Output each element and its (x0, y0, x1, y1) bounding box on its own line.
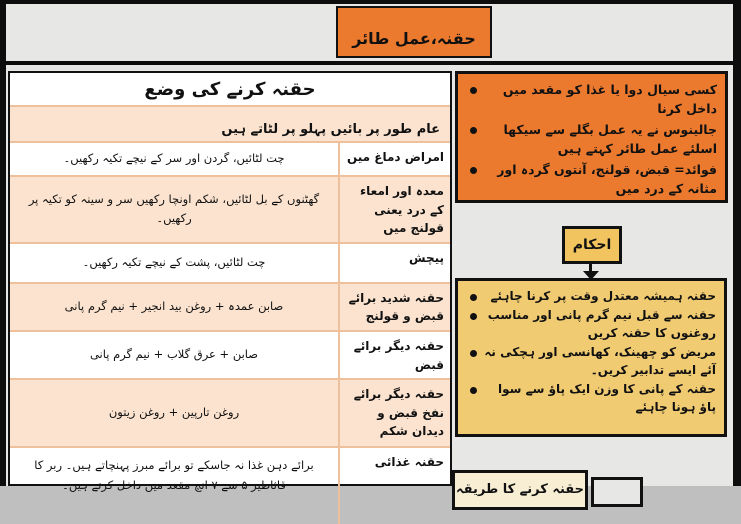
bullet-item (464, 380, 716, 416)
row-value: چت لٹائیں، پشت کے نیچے تکیہ رکھیں۔ (82, 255, 266, 269)
bullet-item (464, 120, 717, 159)
bullet-dot-icon (470, 294, 477, 301)
bullet-item (464, 343, 716, 379)
bullet-text: حقنہ کے پانی کا وزن ایک پاؤ سے سوا پاؤ ہونا چاہئے (497, 382, 716, 414)
row-label: پیچش (338, 244, 450, 282)
bullet-item (464, 80, 717, 119)
bottom-partial-box (452, 470, 588, 510)
bullet-text: حقنہ ہمیشہ معتدل وقت پر کرنا چاہئے (490, 289, 716, 303)
orders-bullet-box (455, 278, 727, 437)
orders-label-box (562, 226, 622, 264)
bullet-text: فوائد= قبض، قولنج، آنتوں گردہ اور مثانہ کے درد میں (497, 161, 717, 196)
slide-title: حقنہ،عمل طائر (352, 29, 476, 48)
row-label: حقنہ شدید برائے قبض و قولنج (338, 284, 450, 330)
table-row (10, 378, 450, 446)
table-row (10, 330, 450, 378)
bullet-item (464, 287, 716, 305)
row-value: صابن عمدہ + روغن بید انجیر + نیم گرم پانی (64, 299, 284, 314)
row-value: چت لٹائیں، گردن اور سر کے نیچے تکیہ رکھیں۔ (63, 151, 285, 166)
table-rows (10, 143, 450, 524)
bullet-dot-icon (470, 127, 477, 134)
bullet-text: مریض کو چھینک، کھانسی اور ہچکی نہ آئے ایسے تدابیر کریں۔ (484, 345, 716, 377)
table-row (10, 175, 450, 242)
row-value: گھٹنوں کے بل لٹائیں، شکم اونچا رکھیں سر و سینہ کو تکیہ پر رکھیں۔ (28, 191, 320, 226)
row-value: برائے دہن غذا نہ جاسکے تو برائے مبرز پہنچاتے ہیں۔ ربر کا قاثاطیر ۵ سے ۷ انچ مقعد میں داخل کرتے ہیں۔ (34, 458, 314, 492)
frame-left-border (0, 0, 6, 486)
frame-right-border (733, 0, 741, 486)
bottom-partial-box-2 (591, 477, 643, 507)
table-row (10, 242, 450, 282)
horizontal-divider-line (0, 61, 741, 65)
row-label: حقنہ دیگر برائے نفخ قبض و دیدان شکم (338, 380, 450, 446)
bullet-dot-icon (470, 87, 477, 94)
row-value: روغن تارپین + روغن زیتون (108, 405, 240, 420)
row-label: حقنہ دیگر برائے قبض (338, 332, 450, 378)
frame-top-border (0, 0, 741, 4)
bullet-text: حقنہ سے قبل نیم گرم پانی اور مناسب روغنوں کا حقنہ کریں (487, 308, 716, 340)
table-subheader: عام طور پر بائیں پہلو پر لٹاتے ہیں (10, 105, 450, 143)
table-row (10, 143, 450, 175)
row-label: امراض دماغ میں (338, 143, 450, 175)
bullet-dot-icon (470, 387, 477, 394)
bullet-dot-icon (470, 350, 477, 357)
table-row (10, 446, 450, 524)
bottom-partial-label: حقنہ کرنے کا طریقہ (456, 482, 585, 497)
bullet-text: جالینوس نے یہ عمل بگلے سے سیکھا اسلئے عمل طائر کہتے ہیں (503, 121, 717, 157)
bullet-item (464, 160, 717, 199)
slide-title-box (336, 6, 492, 58)
row-label: معدہ اور امعاء کے درد یعنی قولنج میں (338, 177, 450, 242)
bullet-dot-icon (470, 313, 477, 320)
orders-label: احکام (572, 237, 612, 253)
table-row (10, 282, 450, 330)
bullet-dot-icon (470, 167, 477, 174)
definition-bullet-box (455, 71, 728, 203)
bullet-text: کسی سیال دوا یا غذا کو مقعد میں داخل کرنا (502, 82, 717, 117)
bullet-item (464, 306, 716, 342)
row-label: حقنہ غذائی (338, 448, 450, 524)
table-header: حقنہ کرنے کی وضع (10, 73, 450, 105)
enema-position-table (8, 71, 452, 492)
row-value: صابن + عرق گلاب + نیم گرم پانی (89, 347, 259, 362)
